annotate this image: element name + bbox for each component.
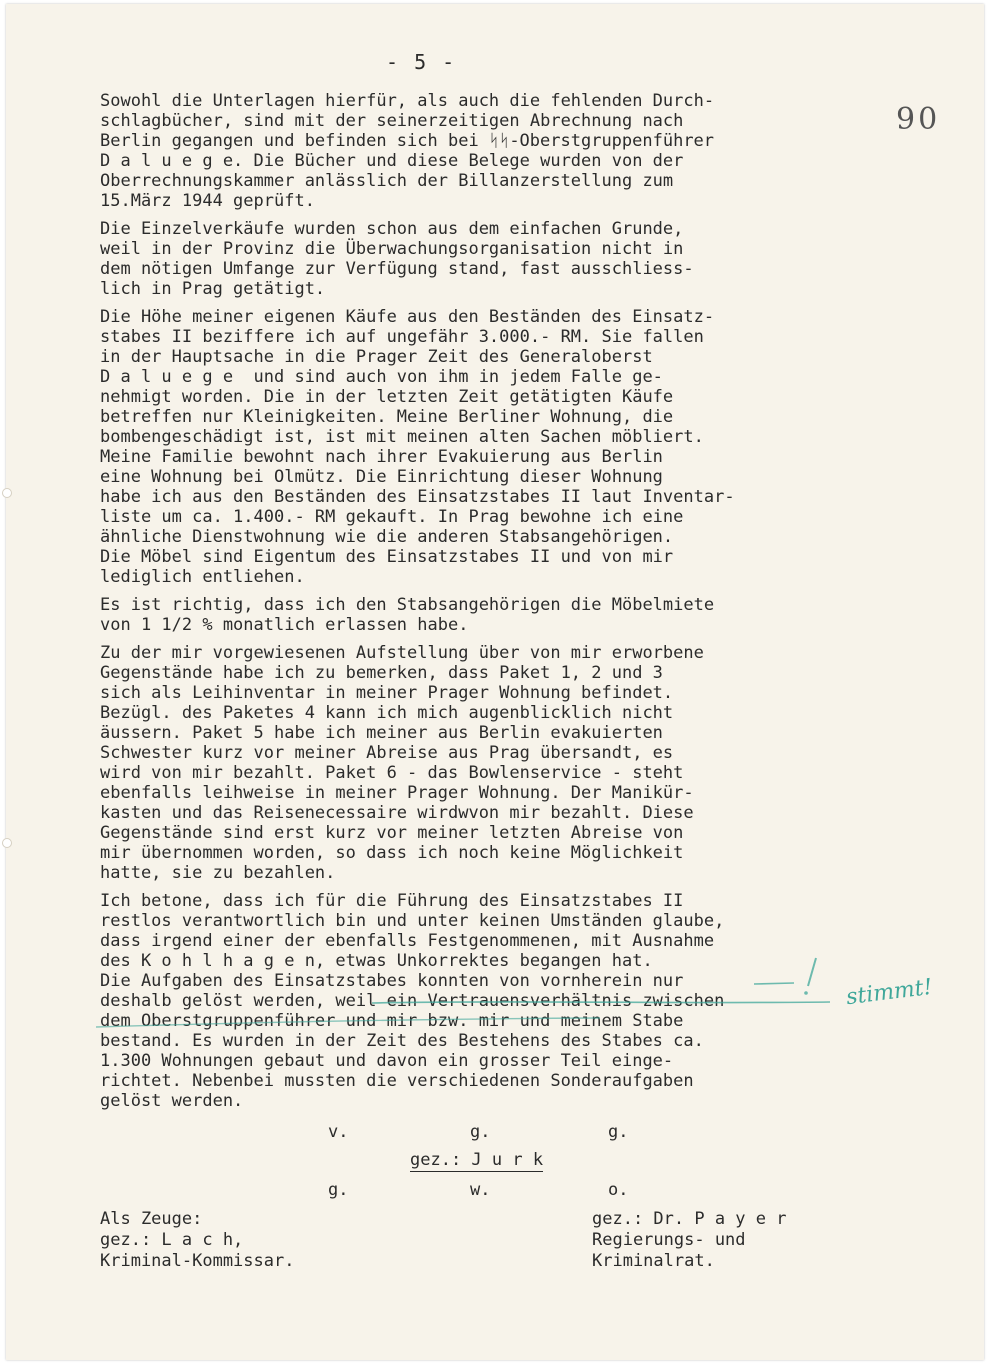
signoff-mark-g: g. — [608, 1122, 629, 1142]
paragraph — [100, 219, 860, 299]
text-line: des K o h l h a g e n, etwas Unkorrektes begangen hat. — [100, 951, 653, 971]
text-line: Oberrechnungskammer anlässlich der Billanzerstellung zum — [100, 171, 674, 191]
interrogator-line: gez.: Dr. P a y e r — [592, 1209, 787, 1229]
text-line: liste um ca. 1.400.- RM gekauft. In Prag bewohne ich eine — [100, 507, 684, 527]
text-line: Es ist richtig, dass ich den Stabsangehörigen die Möbelmiete — [100, 595, 715, 615]
text-line: eine Wohnung bei Olmütz. Die Einrichtung dieser Wohnung — [100, 467, 663, 487]
text-line: mir übernommen worden, so dass ich noch keine Möglichkeit — [100, 843, 684, 863]
text-line: sich als Leihinventar in meiner Prager Wohnung befindet. — [100, 683, 674, 703]
text-line: Schwester kurz vor meiner Abreise aus Prag übersandt, es — [100, 743, 674, 763]
signoff-mark-o: o. — [608, 1180, 629, 1200]
text-line: dem Oberstgruppenführer und mir bzw. mir und meinem Stabe — [100, 1011, 684, 1031]
text-line: äussern. Paket 5 habe ich meiner aus Berlin evakuierten — [100, 723, 663, 743]
text-line: weil in der Provinz die Überwachungsorganisation nicht in — [100, 239, 684, 259]
text-line: schlagbücher, sind mit der seinerzeitigen Abrechnung nach — [100, 111, 684, 131]
text-line: Gegenstände sind erst kurz vor meiner letzten Abreise von — [100, 823, 684, 843]
text-line: Meine Familie bewohnt nach ihrer Evakuierung aus Berlin — [100, 447, 663, 467]
text-line: bombengeschädigt ist, ist mit meinen alten Sachen möbliert. — [100, 427, 704, 447]
witness-line: Kriminal-Kommissar. — [100, 1251, 295, 1271]
text-line: ähnliche Dienstwohnung wie die anderen Stabsangehörigen. — [100, 527, 674, 547]
text-line: richtet. Nebenbei mussten die verschiedenen Sonderaufgaben — [100, 1071, 694, 1091]
interrogator-block — [592, 1209, 786, 1272]
text-line: Die Höhe meiner eigenen Käufe aus den Beständen des Einsatz- — [100, 307, 715, 327]
signoff-mark-g: g. — [470, 1122, 491, 1142]
text-line: Ich betone, dass ich für die Führung des Einsatzstabes II — [100, 891, 684, 911]
text-line: Die Möbel sind Eigentum des Einsatzstabes II und von mir — [100, 547, 674, 567]
paragraph — [100, 891, 860, 1111]
signoff-mark-g: g. — [328, 1180, 349, 1200]
text-line: bestand. Es wurden in der Zeit des Bestehens des Stabes ca. — [100, 1031, 704, 1051]
text-line: lich in Prag getätigt. — [100, 279, 326, 299]
signature-jurk: gez.: J u r k — [410, 1150, 544, 1170]
punch-hole-upper — [2, 488, 12, 498]
text-line: D a l u e g e. Die Bücher und diese Belege wurden von der — [100, 151, 684, 171]
text-line: restlos verantwortlich bin und unter keinen Umständen glaube, — [100, 911, 725, 931]
paragraph — [100, 307, 860, 587]
text-line: wird von mir bezahlt. Paket 6 - das Bowlenservice - steht — [100, 763, 684, 783]
text-line: nehmigt worden. Die in der letzten Zeit getätigten Käufe — [100, 387, 674, 407]
text-line: deshalb gelöst werden, weil ein Vertrauensverhältnis zwischen — [100, 991, 725, 1011]
margin-annotation: stimmt! — [844, 974, 934, 1011]
text-line: D a l u e g e und sind auch von ihm in jedem Falle ge- — [100, 367, 663, 387]
text-line: betreffen nur Kleinigkeiten. Meine Berliner Wohnung, die — [100, 407, 674, 427]
paragraph — [100, 595, 860, 635]
punch-hole-lower — [2, 838, 12, 848]
text-line: dass irgend einer der ebenfalls Festgenommenen, mit Ausnahme — [100, 931, 715, 951]
paragraph — [100, 643, 860, 883]
text-line: Berlin gegangen und befinden sich bei ᛋᛋ-Oberstgruppenführer — [100, 131, 715, 151]
text-line: dem nötigen Umfange zur Verfügung stand, fast ausschliess- — [100, 259, 694, 279]
witness-line: Als Zeuge: — [100, 1209, 203, 1229]
text-line: stabes II beziffere ich auf ungefähr 3.000.- RM. Sie fallen — [100, 327, 704, 347]
text-line: Die Aufgaben des Einsatzstabes konnten von vornherein nur — [100, 971, 684, 991]
text-line: Gegenstände habe ich zu bemerken, dass Paket 1, 2 und 3 — [100, 663, 663, 683]
signoff-mark-w: w. — [470, 1180, 491, 1200]
text-line: hatte, sie zu bezahlen. — [100, 863, 336, 883]
text-line: 15.März 1944 geprüft. — [100, 191, 315, 211]
text-line: Zu der mir vorgewiesenen Aufstellung über von mir erworbene — [100, 643, 704, 663]
witness-block — [100, 1209, 294, 1272]
text-line: 1.300 Wohnungen gebaut und davon ein grosser Teil einge- — [100, 1051, 674, 1071]
body-text — [100, 91, 860, 1119]
folio-number: 90 — [896, 102, 941, 137]
text-line: habe ich aus den Beständen des Einsatzstabes II laut Inventar- — [100, 487, 735, 507]
interrogator-line: Kriminalrat. — [592, 1251, 715, 1271]
witness-line: gez.: L a c h, — [100, 1230, 244, 1250]
text-line: Die Einzelverkäufe wurden schon aus dem einfachen Grunde, — [100, 219, 684, 239]
text-line: Bezügl. des Paketes 4 kann ich mich augenblicklich nicht — [100, 703, 674, 723]
text-line: in der Hauptsache in die Prager Zeit des Generaloberst — [100, 347, 653, 367]
text-line: kasten und das Reisenecessaire wirdwvon mir bezahlt. Diese — [100, 803, 694, 823]
paragraph — [100, 91, 860, 211]
signoff-mark-v: v. — [328, 1122, 349, 1142]
text-line: von 1 1/2 % monatlich erlassen habe. — [100, 615, 469, 635]
text-line: lediglich entliehen. — [100, 567, 305, 587]
text-line: gelöst werden. — [100, 1091, 244, 1111]
page-number: - 5 - — [386, 50, 457, 74]
text-line: ebenfalls leihweise in meiner Prager Wohnung. Der Manikür- — [100, 783, 694, 803]
text-line: Sowohl die Unterlagen hierfür, als auch die fehlenden Durch- — [100, 91, 715, 111]
interrogator-line: Regierungs- und — [592, 1230, 746, 1250]
